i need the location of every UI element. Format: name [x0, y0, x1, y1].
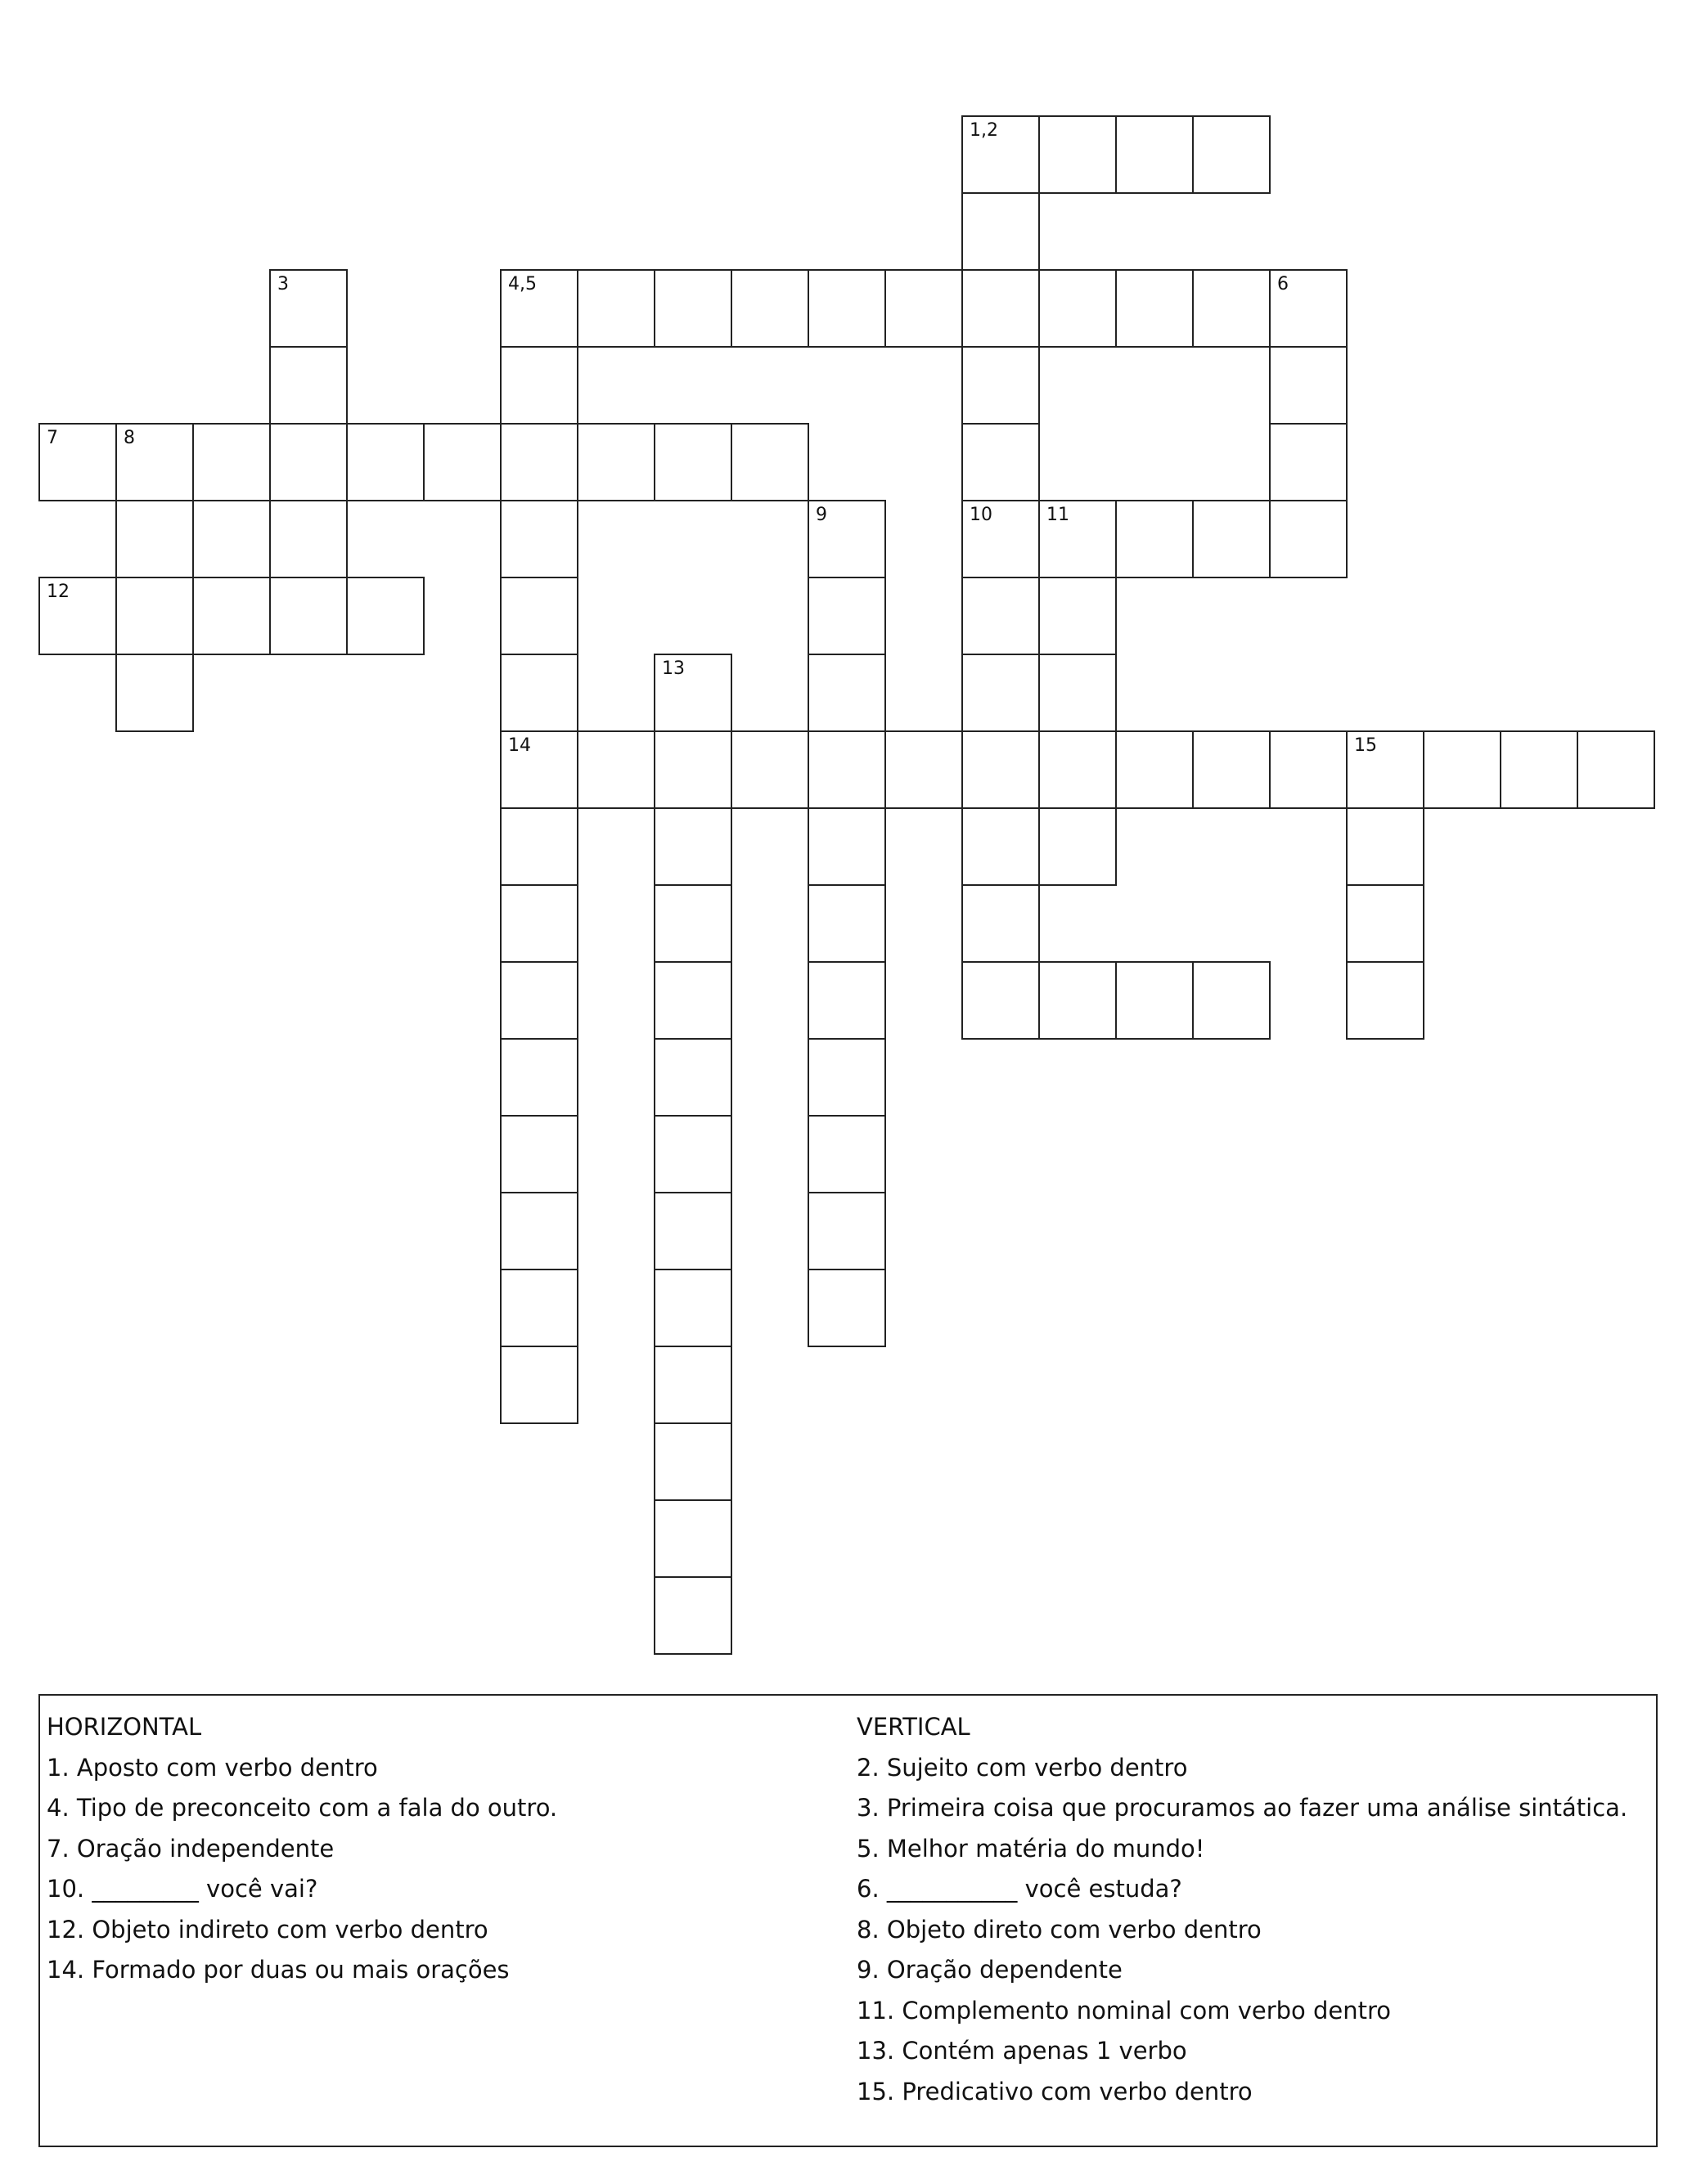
clue-v-11: 11. Complemento nominal com verbo dentro	[857, 1996, 1392, 2024]
crossword-cell[interactable]	[654, 1499, 732, 1578]
crossword-cell[interactable]	[654, 1269, 732, 1347]
clue-number: 13	[662, 658, 685, 679]
crossword-cell[interactable]	[269, 346, 348, 425]
clue-number: 9	[816, 505, 827, 525]
crossword-cell[interactable]	[654, 1422, 732, 1501]
crossword-cell[interactable]	[115, 500, 194, 578]
crossword-cell[interactable]	[1346, 730, 1424, 809]
crossword-cell[interactable]	[1115, 500, 1194, 578]
crossword-cell[interactable]	[1038, 730, 1117, 809]
crossword-cell[interactable]	[1423, 730, 1501, 809]
clue-v-15: 15. Predicativo com verbo dentro	[857, 2077, 1253, 2105]
horizontal-heading: HORIZONTAL	[47, 1713, 202, 1741]
crossword-cell[interactable]	[269, 269, 348, 348]
crossword-cell[interactable]	[808, 961, 886, 1040]
crossword-cell[interactable]	[808, 884, 886, 963]
crossword-cell[interactable]	[654, 1038, 732, 1117]
crossword-cell[interactable]	[38, 577, 117, 655]
crossword-cell[interactable]	[808, 269, 886, 348]
crossword-cell[interactable]	[1192, 500, 1271, 578]
crossword-cell[interactable]	[884, 730, 963, 809]
crossword-cell[interactable]	[500, 884, 578, 963]
crossword-cell[interactable]	[577, 269, 655, 348]
crossword-cell[interactable]	[654, 884, 732, 963]
crossword-cell[interactable]	[1038, 500, 1117, 578]
crossword-cell[interactable]	[654, 654, 732, 732]
crossword-cell[interactable]	[1115, 269, 1194, 348]
crossword-cell[interactable]	[1269, 730, 1348, 809]
crossword-cell[interactable]	[884, 269, 963, 348]
crossword-cell[interactable]	[500, 961, 578, 1040]
crossword-cell[interactable]	[961, 115, 1040, 194]
crossword-cell[interactable]	[961, 807, 1040, 886]
clue-h-7: 7. Oração independente	[47, 1834, 335, 1863]
clue-number: 14	[508, 735, 531, 756]
crossword-cell[interactable]	[1577, 730, 1655, 809]
crossword-cell[interactable]	[346, 423, 425, 501]
crossword-cell[interactable]	[654, 1192, 732, 1270]
clue-number: 15	[1354, 735, 1377, 756]
crossword-cell[interactable]	[808, 1192, 886, 1270]
crossword-cell[interactable]	[961, 346, 1040, 425]
clue-number: 8	[124, 428, 135, 448]
clue-h-12: 12. Objeto indireto com verbo dentro	[47, 1915, 488, 1944]
crossword-cell[interactable]	[500, 807, 578, 886]
crossword-cell[interactable]	[1038, 577, 1117, 655]
crossword-cell[interactable]	[500, 1269, 578, 1347]
clue-v-2: 2. Sujeito com verbo dentro	[857, 1753, 1188, 1782]
crossword-cell[interactable]	[192, 500, 271, 578]
crossword-cell[interactable]	[1038, 807, 1117, 886]
crossword-cell[interactable]	[423, 423, 502, 501]
crossword-cell[interactable]	[1500, 730, 1578, 809]
crossword-cell[interactable]	[577, 730, 655, 809]
clue-number: 1,2	[970, 120, 998, 141]
crossword-cell[interactable]	[500, 654, 578, 732]
crossword-cell[interactable]	[1192, 115, 1271, 194]
crossword-cell[interactable]	[1115, 115, 1194, 194]
crossword-cell[interactable]	[38, 423, 117, 501]
crossword-cell[interactable]	[577, 423, 655, 501]
crossword-cell[interactable]	[808, 1269, 886, 1347]
crossword-cell[interactable]	[1269, 269, 1348, 348]
crossword-cell[interactable]	[1346, 961, 1424, 1040]
crossword-cell[interactable]	[731, 269, 809, 348]
crossword-cell[interactable]	[500, 577, 578, 655]
crossword-cell[interactable]	[1115, 730, 1194, 809]
crossword-cell[interactable]	[1192, 730, 1271, 809]
clue-number: 12	[47, 582, 70, 602]
crossword-cell[interactable]	[654, 423, 732, 501]
crossword-cell[interactable]	[115, 577, 194, 655]
crossword-cell[interactable]	[500, 269, 578, 348]
clue-number: 7	[47, 428, 58, 448]
crossword-cell[interactable]	[808, 500, 886, 578]
crossword-cell[interactable]	[808, 1038, 886, 1117]
crossword-cell[interactable]	[961, 961, 1040, 1040]
clue-number: 11	[1046, 505, 1069, 525]
crossword-cell[interactable]	[1038, 961, 1117, 1040]
crossword-cell[interactable]	[808, 577, 886, 655]
crossword-cell[interactable]	[269, 500, 348, 578]
crossword-cell[interactable]	[500, 500, 578, 578]
crossword-cell[interactable]	[269, 577, 348, 655]
crossword-cell[interactable]	[500, 1192, 578, 1270]
crossword-cell[interactable]	[500, 1038, 578, 1117]
crossword-cell[interactable]	[961, 269, 1040, 348]
clue-h-4: 4. Tipo de preconceito com a fala do outro.	[47, 1794, 558, 1822]
crossword-cell[interactable]	[1038, 269, 1117, 348]
crossword-cell[interactable]	[500, 1346, 578, 1424]
crossword-cell[interactable]	[654, 269, 732, 348]
crossword-cell[interactable]	[500, 346, 578, 425]
crossword-cell[interactable]	[731, 730, 809, 809]
crossword-cell[interactable]	[1038, 654, 1117, 732]
crossword-cell[interactable]	[1038, 115, 1117, 194]
crossword-cell[interactable]	[961, 884, 1040, 963]
clue-h-1: 1. Aposto com verbo dentro	[47, 1753, 378, 1782]
horizontal-clues	[47, 1707, 557, 1991]
crossword-cell[interactable]	[808, 1115, 886, 1193]
crossword-cell[interactable]	[115, 423, 194, 501]
crossword-cell[interactable]	[1269, 423, 1348, 501]
crossword-cell[interactable]	[731, 423, 809, 501]
crossword-cell[interactable]	[654, 730, 732, 809]
crossword-cell[interactable]	[500, 730, 578, 809]
crossword-cell[interactable]	[500, 423, 578, 501]
clue-number: 6	[1277, 274, 1289, 294]
crossword-cell[interactable]	[654, 1346, 732, 1424]
clue-v-13: 13. Contém apenas 1 verbo	[857, 2037, 1187, 2065]
crossword-cell[interactable]	[961, 577, 1040, 655]
clue-number: 3	[277, 274, 289, 294]
clues-box	[38, 1694, 1658, 2147]
crossword-cell[interactable]	[1115, 961, 1194, 1040]
clue-v-8: 8. Objeto direto com verbo dentro	[857, 1915, 1262, 1944]
crossword-cell[interactable]	[654, 1115, 732, 1193]
crossword-cell[interactable]	[1346, 884, 1424, 963]
crossword-cell[interactable]	[1269, 346, 1348, 425]
crossword-cell[interactable]	[1269, 500, 1348, 578]
crossword-cell[interactable]	[808, 807, 886, 886]
crossword-cell[interactable]	[961, 500, 1040, 578]
crossword-cell[interactable]	[654, 961, 732, 1040]
clue-v-9: 9. Oração dependente	[857, 1956, 1123, 1984]
crossword-cell[interactable]	[961, 192, 1040, 271]
crossword-cell[interactable]	[269, 423, 348, 501]
clue-v-6: 6. ___________ você estuda?	[857, 1875, 1182, 1903]
crossword-cell[interactable]	[192, 423, 271, 501]
crossword-cell[interactable]	[1346, 807, 1424, 886]
clue-number: 4,5	[508, 274, 537, 294]
vertical-clues	[857, 1707, 1627, 2112]
crossword-cell[interactable]	[1192, 269, 1271, 348]
vertical-heading: VERTICAL	[857, 1713, 970, 1741]
crossword-cell[interactable]	[1192, 961, 1271, 1040]
crossword-cell[interactable]	[346, 577, 425, 655]
clue-number: 10	[970, 505, 992, 525]
crossword-cell[interactable]	[115, 654, 194, 732]
clue-v-5: 5. Melhor matéria do mundo!	[857, 1834, 1205, 1863]
crossword-cell[interactable]	[808, 654, 886, 732]
clue-h-14: 14. Formado por duas ou mais orações	[47, 1956, 510, 1984]
crossword-cell[interactable]	[961, 423, 1040, 501]
crossword-cell[interactable]	[500, 1115, 578, 1193]
crossword-cell[interactable]	[192, 577, 271, 655]
crossword-cell[interactable]	[654, 1576, 732, 1655]
crossword-cell[interactable]	[654, 807, 732, 886]
clue-v-3: 3. Primeira coisa que procuramos ao fazer uma análise sintática.	[857, 1794, 1628, 1822]
clue-h-10: 10. _________ você vai?	[47, 1875, 318, 1903]
crossword-cell[interactable]	[808, 730, 886, 809]
crossword-cell[interactable]	[961, 730, 1040, 809]
crossword-cell[interactable]	[961, 654, 1040, 732]
